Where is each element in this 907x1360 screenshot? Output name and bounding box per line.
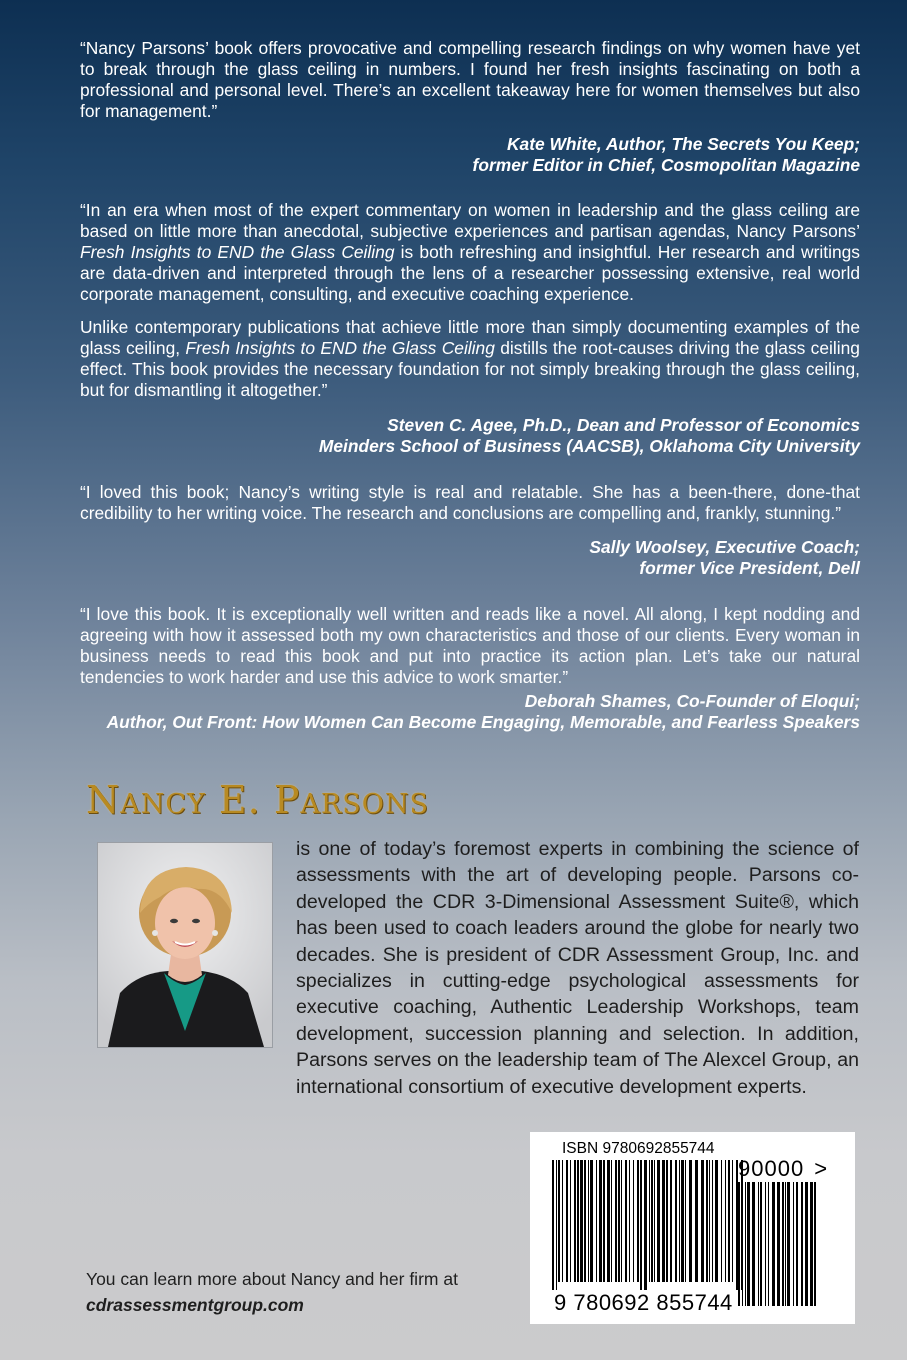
- price-code: [738, 1156, 828, 1182]
- barcode-bar: [805, 1182, 808, 1306]
- learn-more-block: [86, 1266, 458, 1318]
- barcode-bar: [785, 1182, 786, 1306]
- isbn-label: ISBN 9780692855744: [562, 1140, 715, 1157]
- book-title: Fresh Insights to END the Glass Ceiling: [185, 338, 495, 358]
- barcode-bar: [607, 1160, 610, 1282]
- barcode-bar: [810, 1182, 813, 1306]
- barcode-bar: [701, 1160, 704, 1282]
- quote-attribution-line: Deborah Shames, Co-Founder of Eloqui;: [524, 691, 860, 711]
- author-portrait-image: [98, 843, 272, 1047]
- barcode-bar: [675, 1160, 677, 1282]
- quote-text: “Nancy Parsons’ book offers provocative and compelling research findings on why women have yet to break through the glass ceiling in numbers. I found her fresh insights fascinating on both a professional and personal level. There’s an excellent takeaway here for women themselves but also for management.”: [80, 38, 860, 121]
- endorsement-sally-woolsey: [80, 482, 860, 579]
- author-name: Nancy E. Parsons: [86, 778, 429, 822]
- barcode-bar: [793, 1182, 794, 1306]
- author-photo: [97, 842, 273, 1048]
- ean-barcode-bars: [552, 1160, 747, 1290]
- addon-barcode-bars: [738, 1182, 820, 1314]
- barcode-bar: [588, 1160, 589, 1282]
- book-title: Fresh Insights to END the Glass Ceiling: [80, 242, 395, 262]
- author-bio: is one of today’s foremost experts in combining the science of assessments with the art of developing people. Parsons co-developed the CDR 3-Dimensional Assessment Suite®, which has been used to coach leaders around the globe for nearly two decades. She is president of CDR Assessment Group, Inc. and specializes in cutting-edge psychological assessments for executive coaching, Authentic Leadership Workshops, team development, succession planning and selection. In addition, Parsons serves on the leadership team of The Alexcel Group, an international consortium of executive development experts.: [296, 838, 859, 1098]
- barcode-bar: [772, 1182, 775, 1306]
- barcode-bar: [747, 1182, 750, 1306]
- barcode-bar: [768, 1182, 769, 1306]
- quote-attribution-line: Steven C. Agee, Ph.D., Dean and Professor of Economics: [387, 415, 860, 435]
- barcode-bar: [752, 1182, 755, 1306]
- barcode-bar: [728, 1160, 730, 1282]
- barcode-bar: [689, 1160, 692, 1282]
- ean-digits: 9 780692 855744: [554, 1290, 733, 1315]
- barcode-bar: [584, 1160, 586, 1282]
- endorsement-steven-agee: [80, 200, 860, 457]
- quote-attribution-line: former Editor in Chief, Cosmopolitan Magazine: [472, 155, 860, 175]
- barcode-bar: [732, 1160, 733, 1282]
- barcode-bar: [666, 1160, 668, 1282]
- quote-text: “I love this book. It is exceptionally well written and reads like a novel. All along, I kept nodding and agreeing with how it assessed both my own characteristics and those of our clients. Every woman in business needs to read this book and put into practice its action plan. Let’s take our natural tendencies to work harder and use this advice to work smarter.”: [80, 604, 860, 687]
- barcode-bar: [777, 1182, 780, 1306]
- price-arrow: >: [814, 1156, 829, 1181]
- barcode-bar: [649, 1160, 650, 1282]
- barcode-bar: [615, 1160, 617, 1282]
- barcode-bar: [801, 1182, 803, 1306]
- barcode-bar: [556, 1160, 557, 1290]
- barcode-bar: [782, 1182, 784, 1306]
- price-code-digits: 90000: [738, 1156, 805, 1181]
- endorsements: [80, 38, 860, 733]
- barcode-bar: [725, 1160, 726, 1282]
- barcode-bar: [590, 1160, 593, 1282]
- quote-text-part: distills the root-causes driving the glass ceiling effect. This book provides the necessary foundation for not simply breaking through the glass ceiling, but for dismantling it altogether.”: [80, 338, 860, 400]
- quote-text: [80, 317, 860, 401]
- barcode-bar: [562, 1160, 563, 1282]
- barcode-bar: [621, 1160, 622, 1282]
- barcode-bar: [651, 1160, 653, 1282]
- barcode-bar: [618, 1160, 620, 1282]
- barcode-bar: [712, 1160, 713, 1282]
- barcode-bar: [715, 1160, 718, 1282]
- barcode-bar: [670, 1160, 672, 1282]
- quote-attribution-line: Sally Woolsey, Executive Coach;: [589, 537, 860, 557]
- quote-text-part: “In an era when most of the expert commentary on women in leadership and the glass ceiling are based on little more than anecdotal, subjective experiences and partisan agendas, Nancy Parsons’: [80, 200, 860, 241]
- endorsement-kate-white: [80, 38, 860, 176]
- barcode-bar: [611, 1160, 612, 1282]
- barcode-bar: [629, 1160, 630, 1282]
- quote-text: “I loved this book; Nancy’s writing style is real and relatable. She has a been-there, done-that credibility to her writing voice. The research and conclusions are compelling and, frankly, stunning.”: [80, 482, 860, 523]
- barcode-bar: [745, 1182, 746, 1306]
- barcode-bar: [640, 1160, 642, 1290]
- barcode-bar: [760, 1182, 762, 1306]
- isbn-barcode: [530, 1132, 855, 1324]
- barcode-bar: [695, 1160, 698, 1282]
- barcode-bar: [742, 1182, 743, 1306]
- barcode-bar: [644, 1160, 647, 1290]
- quote-attribution-line: former Vice President, Dell: [639, 558, 860, 578]
- endorsement-deborah-shames: [80, 604, 860, 733]
- barcode-bar: [577, 1160, 579, 1282]
- quote-attribution-line: Kate White, Author, The Secrets You Keep;: [506, 134, 860, 154]
- barcode-bar: [681, 1160, 684, 1282]
- barcode-bar: [738, 1182, 740, 1306]
- barcode-bar: [721, 1160, 722, 1282]
- barcode-bar: [679, 1160, 680, 1282]
- barcode-bar: [662, 1160, 665, 1282]
- barcode-bar: [814, 1182, 816, 1306]
- barcode-bar: [787, 1182, 790, 1306]
- quote-text-part: Unlike contemporary publications that achieve little more than simply documenting examples of the glass ceiling,: [80, 317, 860, 358]
- barcode-bar: [558, 1160, 560, 1282]
- quote-attribution-line: Author, Out Front: How Women Can Become Engaging, Memorable, and Fearless Speakers: [106, 712, 860, 732]
- barcode-bar: [709, 1160, 710, 1282]
- barcode-bar: [758, 1182, 759, 1306]
- barcode-bar: [566, 1160, 568, 1282]
- barcode-bar: [570, 1160, 571, 1282]
- quote-attribution-line: Meinders School of Business (AACSB), Oklahoma City University: [318, 436, 860, 456]
- barcode-bar: [633, 1160, 634, 1282]
- barcode-bar: [654, 1160, 655, 1282]
- quote-text-part: is both refreshing and insightful. Her research and writings are data-driven and interpreted through the lens of a researcher possessing extensive, real world corporate management, consulting, and executive coaching experience.: [80, 242, 860, 304]
- barcode-bar: [657, 1160, 660, 1282]
- website-link[interactable]: cdrassessmentgroup.com: [86, 1295, 304, 1315]
- quote-text: [80, 200, 860, 305]
- barcode-bar: [574, 1160, 576, 1282]
- barcode-bar: [796, 1182, 798, 1306]
- barcode-bar: [552, 1160, 554, 1290]
- barcode-bar: [625, 1160, 627, 1282]
- barcode-bar: [765, 1182, 766, 1306]
- barcode-bar: [603, 1160, 605, 1282]
- barcode-bar: [599, 1160, 602, 1282]
- barcode-bar: [706, 1160, 708, 1282]
- barcode-bar: [596, 1160, 597, 1282]
- barcode-bar: [580, 1160, 583, 1282]
- barcode-bar: [637, 1160, 639, 1282]
- learn-more-text: You can learn more about Nancy and her firm at: [86, 1269, 458, 1289]
- barcode-bar: [685, 1160, 686, 1282]
